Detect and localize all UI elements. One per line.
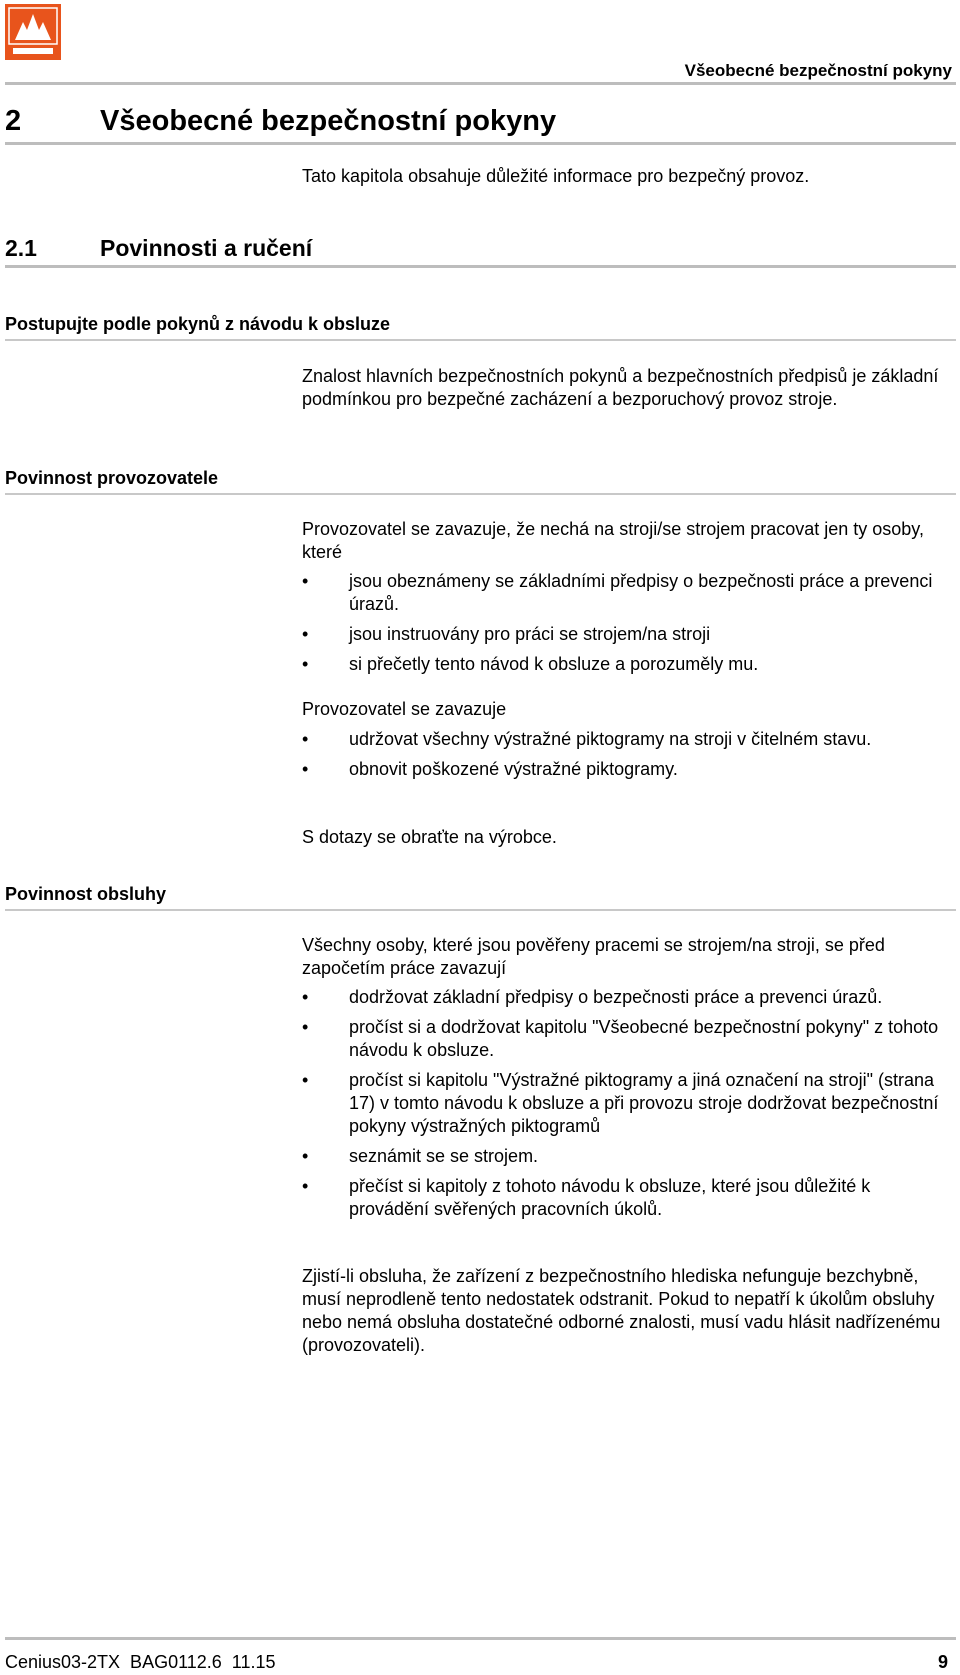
operator-duty-intro2: Provozovatel se zavazuje xyxy=(302,699,507,719)
list-item: • obnovit poškozené výstražné piktogramy. xyxy=(302,758,952,781)
list-item: • pročíst si a dodržovat kapitolu "Všeobecné bezpečnostní pokyny" z tohoto návodu k obsluze. xyxy=(302,1016,952,1062)
running-title: Všeobecné bezpečnostní pokyny xyxy=(684,61,952,80)
operator-duty-list xyxy=(302,570,952,683)
user-duty-intro: Všechny osoby, které jsou pověřeny pracemi se strojem/na stroji, se před započetím práce zavazují xyxy=(302,935,885,978)
section-rule xyxy=(5,265,956,268)
chapter-rule xyxy=(5,142,956,145)
list-item: • si přečetly tento návod k obsluze a porozuměly mu. xyxy=(302,653,952,676)
chapter-number: 2 xyxy=(5,105,22,137)
list-item: • jsou instruovány pro práci se strojem/na stroji xyxy=(302,623,952,646)
list-item: • dodržovat základní předpisy o bezpečnosti práce a prevenci úrazů. xyxy=(302,986,952,1009)
list-item: • udržovat všechny výstražné piktogramy na stroji v čitelném stavu. xyxy=(302,728,952,751)
operator-duty-closing: S dotazy se obraťte na výrobce. xyxy=(302,827,557,847)
user-duty-rule xyxy=(5,909,956,911)
footer-document-id: Cenius03-2TX BAG0112.6 11.15 xyxy=(5,1652,276,1672)
section-number: 2.1 xyxy=(5,235,37,261)
list-item: • seznámit se se strojem. xyxy=(302,1145,952,1168)
chapter-intro: Tato kapitola obsahuje důležité informace pro bezpečný provoz. xyxy=(302,166,810,186)
page-number: 9 xyxy=(937,1652,948,1672)
list-item: • jsou obeznámeny se základními předpisy o bezpečnosti práce a prevenci úrazů. xyxy=(302,570,952,616)
user-duty-list xyxy=(302,986,952,1228)
subsection-title: Postupujte podle pokynů z návodu k obsluze xyxy=(5,314,391,334)
operator-duty-intro: Provozovatel se zavazuje, že nechá na stroji/se strojem pracovat jen ty osoby, které xyxy=(302,519,924,562)
user-duty-label: Povinnost obsluhy xyxy=(5,884,167,904)
subsection-text: Znalost hlavních bezpečnostních pokynů a bezpečnostních předpisů je základní podmínkou pro bezpečné zacházení a bezporuchový provoz stroje. xyxy=(302,366,939,409)
amazone-logo xyxy=(5,4,61,60)
amazone-logo-icon xyxy=(5,4,61,60)
operator-duty-label: Povinnost provozovatele xyxy=(5,468,219,488)
footer-rule xyxy=(5,1637,956,1640)
list-item: • přečíst si kapitoly z tohoto návodu k obsluze, které jsou důležité k provádění svěřených pracovních úkolů. xyxy=(302,1175,952,1221)
list-item: • pročíst si kapitolu "Výstražné piktogramy a jiná označení na stroji" (strana 17) v tomto návodu k obsluze a při provozu stroje dodržovat bezpečnostní pokyny výstražných piktogramů xyxy=(302,1069,952,1138)
subsection-rule xyxy=(5,339,956,341)
header-rule xyxy=(5,82,956,85)
section-title: Povinnosti a ručení xyxy=(100,235,313,261)
chapter-title: Všeobecné bezpečnostní pokyny xyxy=(100,105,557,137)
operator-duty-list2 xyxy=(302,728,952,788)
user-duty-closing: Zjistí-li obsluha, že zařízení z bezpečnostního hlediska nefunguje bezchybně, musí neprodleně tento nedostatek odstranit. Pokud to nepatří k úkolům obsluhy nebo nemá obsluha dostatečné odborné znalosti, musí vadu hlásit nadřízenému (provozovateli). xyxy=(302,1266,941,1355)
operator-duty-rule xyxy=(5,493,956,495)
